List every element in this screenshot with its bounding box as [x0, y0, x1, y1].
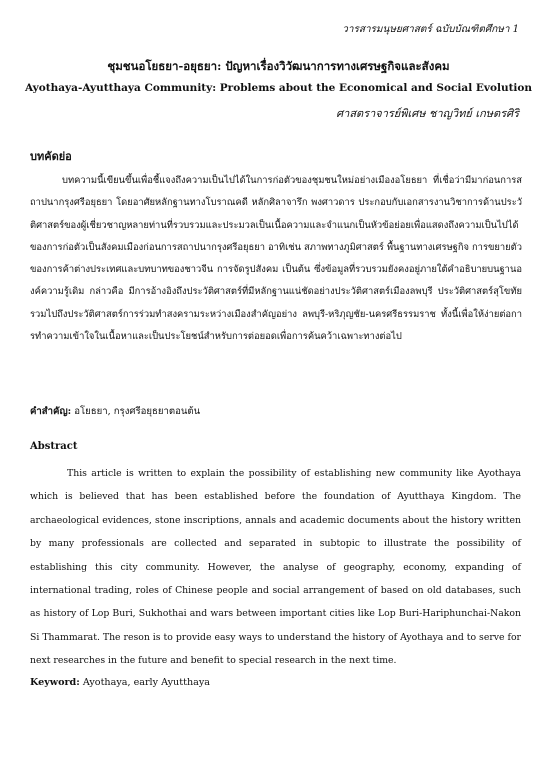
keywords-english — [30, 677, 210, 688]
title-thai: ชุมชนอโยธยา-อยุธยา: ปัญหาเรื่องวิวัฒนาการทางเศรษฐกิจและสังคม — [107, 59, 450, 73]
abstract-heading-thai: บทคัดย่อ — [30, 150, 72, 163]
abstract-heading-english: Abstract — [30, 441, 78, 452]
author-name: ศาสตราจารย์พิเศษ ชาญวิทย์ เกษตรศิริ — [336, 107, 519, 120]
title-english: Ayothaya-Ayutthaya Community: Problems about the Economical and Social Evolution — [24, 82, 533, 94]
keywords-label-english: Keyword: — [30, 677, 80, 688]
keywords-label-thai: คำสำคัญ: — [30, 406, 72, 417]
abstract-body-english: This article is written to explain the possibility of establishing new community like Ayothaya which is believed that has been established before the foundation of Ayutthaya Kingdom. The archaeological evidences, stone inscriptions, annals and academic documents about the history written by many professionals are collected and separated in subtopic to illustrate the possibility of establishing this city community. However, the analyse of geography, economy, expanding of international trading, roles of Chinese people and social arrangement of based on old databases, such as history of Lop Buri, Sukhothai and wars between important cities like Lop Buri-Hariphunchai-Nakon Si Thammarat. The reson is to provide easy ways to understand the history of Ayothaya and to serve for next researches in the future and benefit to special research in the next time. — [30, 468, 521, 667]
keywords-value-english: Ayothaya, early Ayutthaya — [82, 677, 210, 688]
abstract-body-thai: บทความนี้เขียนขึ้นเพื่อชี้แจงถึงความเป็นไปได้ในการก่อตัวของชุมชนใหม่อย่างเมืองอโยธยา ที่เชื่อว่ามีมาก่อนการสถาปนากรุงศรีอยุธยา โดยอาศัยหลักฐานทางโบราณคดี หลักศิลาจารึก พงศาวดาร ประกอบกับเอกสารงานวิชาการด้านประวัติศาสตร์ของผู้เชี่ยวชาญหลายท่านที่รวบรวมและประมวลเป็นเนื้อความและจำแนกเป็นหัวข้อย่อยเพื่อแสดงถึงความเป็นไปได้ของการก่อตัวเป็นสังคมเมืองก่อนการสถาปนากรุงศรีอยุธยา อาทิเช่น สภาพทางภูมิศาสตร์ พื้นฐานทางเศรษฐกิจ การขยายตัวของการค้าต่างประเทศและบทบาทของชาวจีน การจัดรูปสังคม เป็นต้น ซึ่งข้อมูลที่รวบรวมยังคงอยู่ภายใต้คำอธิบายบนฐานองค์ความรู้เดิม กล่าวคือ มีการอ้างอิงถึงประวัติศาสตร์ที่มีหลักฐานแน่ชัดอย่างประวัติศาสตร์เมืองลพบุรี ประวัติศาสตร์สุโขทัย รวมไปถึงประวัติศาสตร์การร่วมทำสงครามระหว่างเมืองสำคัญอย่าง ลพบุรี-หริภุญชัย-นครศรีธรรมราช ทั้งนี้เพื่อให้ง่ายต่อการทำความเข้าใจในเนื้อหาและเป็นประโยชน์สำหรับการต่อยอดเพื่อการค้นคว้าเฉพาะทางต่อไป — [30, 175, 522, 343]
running-header: วารสารมนุษยศาสตร์ ฉบับบัณฑิตศึกษา 1 — [342, 24, 519, 35]
keywords-value-thai: อโยธยา, กรุงศรีอยุธยาตอนต้น — [74, 406, 201, 417]
keywords-thai — [30, 404, 200, 419]
